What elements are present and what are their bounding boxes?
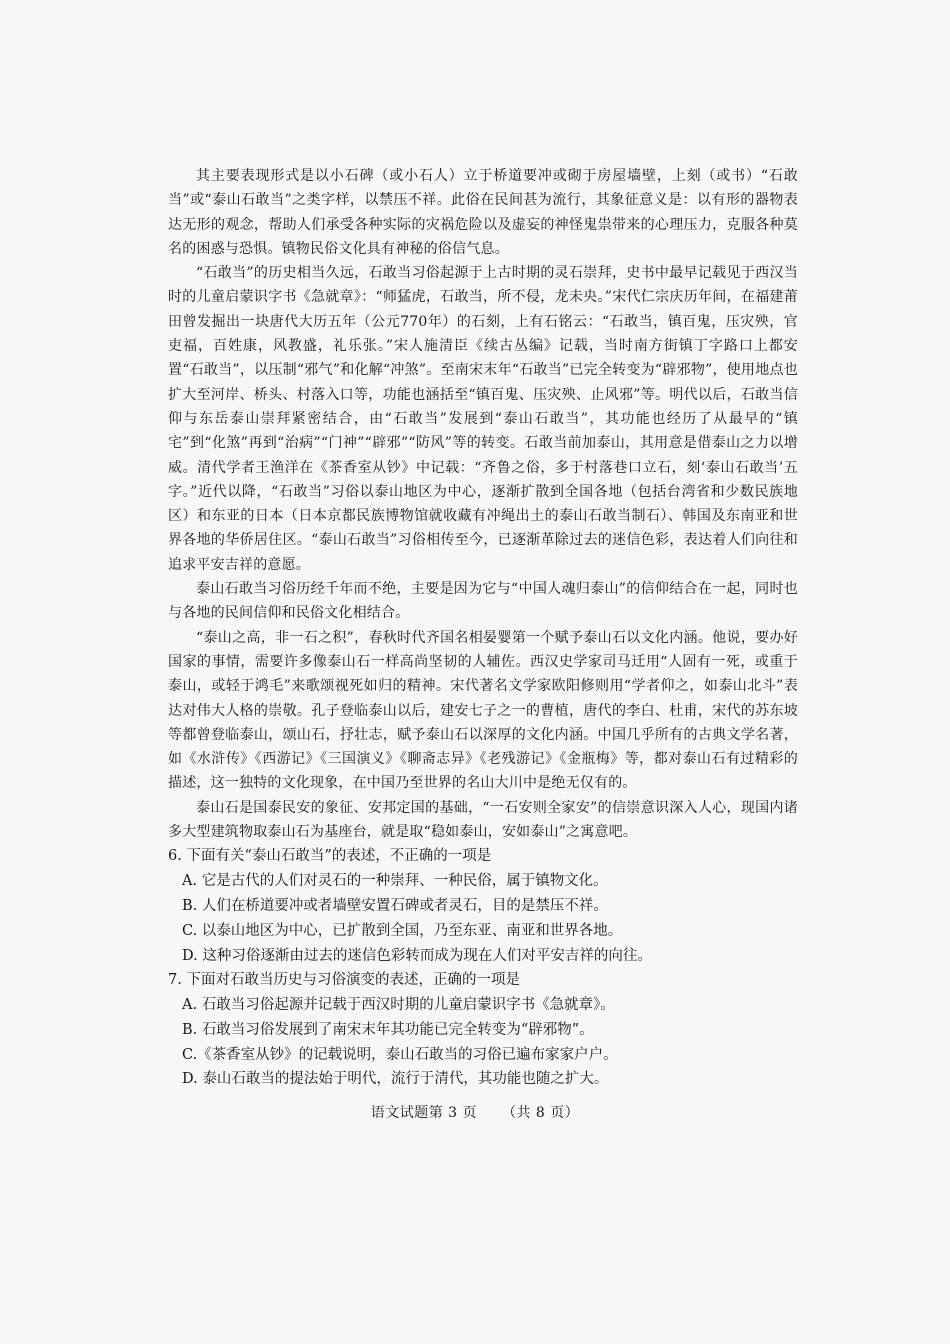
- question-6: [168, 844, 798, 968]
- question-7-option-c: C.《茶香室从钞》的记载说明，泰山石敢当的习俗已遍布家家户户。: [182, 1046, 618, 1063]
- question-6-option-a: A. 它是古代的人们对灵石的一种崇拜、一种民俗，属于镇物文化。: [182, 873, 608, 890]
- question-6-stem: 6. 下面有关“泰山石敢当”的表述，不正确的一项是: [168, 848, 492, 865]
- question-7-option-a: A. 石敢当习俗起源并记载于西汉时期的儿童启蒙识字书《急就章》。: [182, 997, 615, 1014]
- question-7-option-b: B. 石敢当习俗发展到了南宋末年其功能已完全转变为“辟邪物”。: [182, 1021, 594, 1038]
- passage-paragraph-1: 其主要表现形式是以小石碑（或小石人）立于桥道要冲或砌于房屋墙壁，上刻（或书）“石敢当”或“泰山石敢当”之类字样，以禁压不祥。此俗在民间甚为流行，其象征意义是：以有形的器物表达无形的观念，帮助人们承受各种实际的灾祸危险以及虚妄的神怪鬼祟带来的心理压力，克服各种莫名的困惑与恐惧。镇物民俗文化具有神秘的俗信气息。: [168, 168, 798, 257]
- question-6-option-c: C. 以泰山地区为中心，已扩散到全国，乃至东亚、南亚和世界各地。: [182, 922, 623, 939]
- question-7-option-d: D. 泰山石敢当的提法始于明代，流行于清代，其功能也随之扩大。: [182, 1071, 609, 1088]
- exam-content: [168, 164, 798, 1092]
- page-number: 语文试题第 3 页: [370, 1105, 478, 1121]
- question-6-option-b: B. 人们在桥道要冲或者墙壁安置石碑或者灵石，目的是禁压不祥。: [182, 897, 608, 914]
- passage-paragraph-3: 泰山石敢当习俗历经千年而不绝，主要是因为它与“中国人魂归泰山”的信仰结合在一起，同时也与各地的民间信仰和民俗文化相结合。: [168, 581, 798, 622]
- question-6-option-d: D. 这种习俗逐渐由过去的迷信色彩转而成为现在人们对平安吉祥的向往。: [182, 947, 652, 964]
- question-7-stem: 7. 下面对石敢当历史与习俗演变的表述，正确的一项是: [168, 972, 520, 989]
- page-footer: [0, 1102, 950, 1122]
- page-total: （共 8 页）: [501, 1105, 580, 1121]
- question-7: [168, 968, 798, 1092]
- passage-paragraph-2: “石敢当”的历史相当久远，石敢当习俗起源于上古时期的灵石崇拜，史书中最早记载见于西汉当时的儿童启蒙识字书《急就章》：“师猛虎，石敢当，所不侵，龙未央。”宋代仁宗庆历年间，在福建莆田曾发掘出一块唐代大历五年（公元770年）的石刻，上有石铭云：“石敢当，镇百鬼，压灾殃，官吏福，百姓康，风教盛，礼乐张。”宋人施清臣《续古丛编》记载，当时南方街镇丁字路口上都安置“石敢当”，以压制“邪气”和化解“冲煞”。至南宋末年“石敢当”已完全转变为“辟邪物”，使用地点也扩大至河岸、桥头、村落入口等，功能也涵括至“镇百鬼、压灾殃、止风邪”等。明代以后，石敢当信仰与东岳泰山崇拜紧密结合，由“石敢当”发展到“泰山石敢当”，其功能也经历了从最早的“镇宅”到“化煞”再到“治病”“门神”“辟邪”“防风”等的转变。石敢当前加泰山，其用意是借泰山之力以增威。清代学者王渔洋在《茶香室从钞》中记载：“齐鲁之俗，多于村落巷口立石，刻‘泰山石敢当’五字。”近代以降，“石敢当”习俗以泰山地区为中心，逐渐扩散到全国各地（包括台湾省和少数民族地区）和东亚的日本（日本京都民族博物馆就收藏有冲绳出土的泰山石敢当制石）、韩国及东南亚和世界各地的华侨居住区。“泰山石敢当”习俗相传至今，已逐渐革除过去的迷信色彩，表达着人们向往和追求平安吉祥的意愿。: [168, 265, 798, 573]
- passage-paragraph-4: “泰山之高，非一石之积”，春秋时代齐国名相晏婴第一个赋予泰山石以文化内涵。他说，要办好国家的事情，需要许多像泰山石一样高尚坚韧的人辅佐。西汉史学家司马迁用“人固有一死，或重于泰山，或轻于鸿毛”来歌颂视死如归的精神。宋代著名文学家欧阳修则用“学者仰之，如泰山北斗”表达对伟大人格的崇敬。孔子登临泰山以后，建安七子之一的曹植，唐代的李白、杜甫，宋代的苏东坡等都曾登临泰山，颂山石，抒壮志，赋予泰山石以深厚的文化内涵。中国几乎所有的古典文学名著，如《水浒传》《西游记》《三国演义》《聊斋志异》《老残游记》《金瓶梅》等，都对泰山石有过精彩的描述，这一独特的文化现象，在中国乃至世界的名山大川中是绝无仅有的。: [168, 629, 798, 792]
- passage-paragraph-5: 泰山石是国泰民安的象征、安邦定国的基础，“一石安则全家安”的信崇意识深入人心，现国内诸多大型建筑物取泰山石为基座台，就是取“稳如泰山，安如泰山”之寓意吧。: [168, 799, 798, 841]
